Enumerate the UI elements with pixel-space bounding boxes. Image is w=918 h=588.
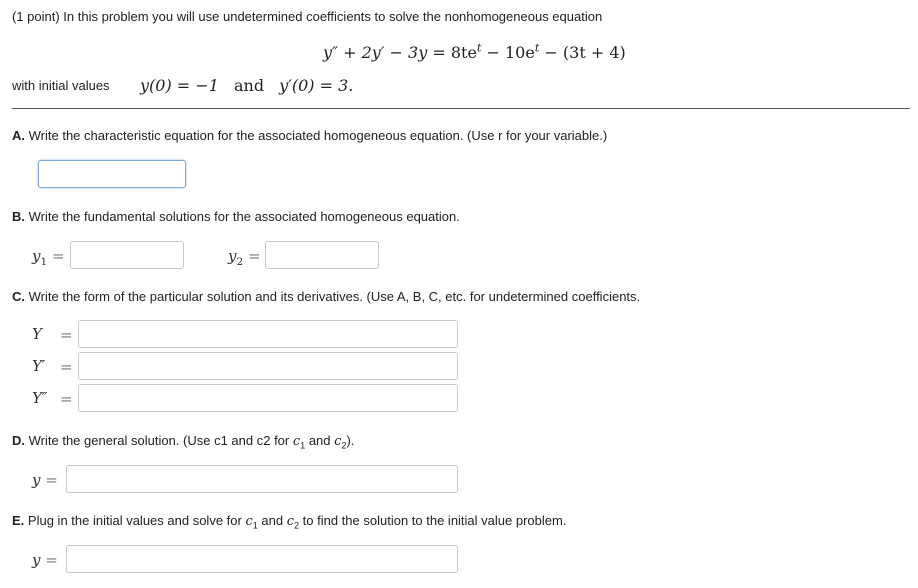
ivp-solution-label (32, 551, 58, 569)
general-solution-equals: = (45, 471, 58, 489)
equation-term-1: 8te (450, 43, 477, 62)
Ydoubleprime-label (32, 389, 48, 407)
Ydoubleprime-input[interactable] (78, 384, 458, 412)
ivp-solution-input[interactable] (66, 545, 458, 573)
y1-subscript: 1 (40, 256, 48, 268)
part-e-letter: E. (12, 513, 25, 528)
equation-term-3: − (3t + 4) (539, 43, 626, 62)
equation-exp-2: t (534, 41, 540, 55)
Yprime-label (32, 357, 45, 375)
initial-condition-2: y′(0) = 3. (279, 76, 354, 95)
equation-lhs: y″ + 2y′ − 3y = (323, 43, 451, 62)
part-c-letter: C. (12, 289, 25, 304)
part-d-letter: D. (12, 433, 25, 448)
y1-label (32, 247, 65, 268)
Yprime-symbol: Y′ (32, 357, 46, 375)
Y-label (32, 325, 42, 343)
y2-label (228, 247, 261, 268)
y2-input[interactable] (265, 241, 379, 269)
part-e-and: and (257, 513, 287, 528)
part-e-post: to find the solution to the initial value problem. (299, 513, 567, 528)
part-d-c1-sub: 1 (300, 440, 306, 451)
part-e-c1-sub: 1 (252, 520, 258, 531)
initial-values-label: with initial values (12, 78, 110, 93)
y1-equals: = (51, 247, 65, 265)
Yprime-input[interactable] (78, 352, 458, 380)
part-d-pre: Write the general solution. (Use c1 and c2 for (28, 433, 293, 448)
part-d-post: ). (346, 433, 355, 448)
part-a-letter: A. (12, 128, 25, 143)
Ydoubleprime-equals: = (60, 390, 73, 408)
part-d-prompt (12, 433, 354, 449)
y1-input[interactable] (70, 241, 184, 269)
y2-equals: = (247, 247, 261, 265)
Ydoubleprime-symbol: Y″ (32, 389, 48, 407)
part-a-text: Write the characteristic equation for the associated homogeneous equation. (Use r for your variable.) (28, 128, 608, 143)
part-d-c2-sub: 2 (341, 440, 347, 451)
part-c-prompt (12, 289, 640, 304)
part-b-prompt (12, 209, 460, 224)
y2-subscript: 2 (236, 256, 244, 268)
part-e-prompt (12, 513, 566, 529)
Y-symbol: Y (32, 325, 42, 343)
part-d-and: and (305, 433, 335, 448)
part-d-c2: c (334, 434, 342, 449)
y1-symbol: y (32, 247, 41, 265)
problem-intro: (1 point) In this problem you will use undetermined coefficients to solve the nonhomogeneous equation (12, 9, 603, 24)
ivp-solution-equals: = (45, 551, 58, 569)
general-solution-input[interactable] (66, 465, 458, 493)
divider-line (12, 108, 910, 109)
Yprime-equals: = (60, 358, 73, 376)
part-e-c2-sub: 2 (293, 520, 300, 531)
part-b-letter: B. (12, 209, 25, 224)
equation-exp-1: t (476, 41, 482, 55)
general-solution-label (32, 471, 58, 489)
Y-input[interactable] (78, 320, 458, 348)
ivp-solution-symbol: y (32, 551, 41, 569)
part-e-c1: c (245, 514, 253, 529)
initial-and: and (233, 76, 265, 95)
Y-equals: = (60, 326, 73, 344)
general-solution-symbol: y (32, 471, 41, 489)
part-b-text: Write the fundamental solutions for the associated homogeneous equation. (28, 209, 460, 224)
differential-equation (323, 43, 626, 62)
initial-condition-1: y(0) = −1 (140, 76, 219, 95)
part-c-text: Write the form of the particular solution and its derivatives. (Use A, B, C, etc. for undetermined coefficients. (28, 289, 641, 304)
initial-values (140, 76, 353, 95)
part-a-prompt (12, 128, 607, 143)
characteristic-equation-input[interactable] (38, 160, 186, 188)
y2-symbol: y (228, 247, 237, 265)
part-d-c1: c (292, 434, 301, 449)
part-e-c2: c (286, 514, 294, 529)
part-e-pre: Plug in the initial values and solve for (27, 513, 246, 528)
equation-term-2: − 10e (481, 43, 535, 62)
